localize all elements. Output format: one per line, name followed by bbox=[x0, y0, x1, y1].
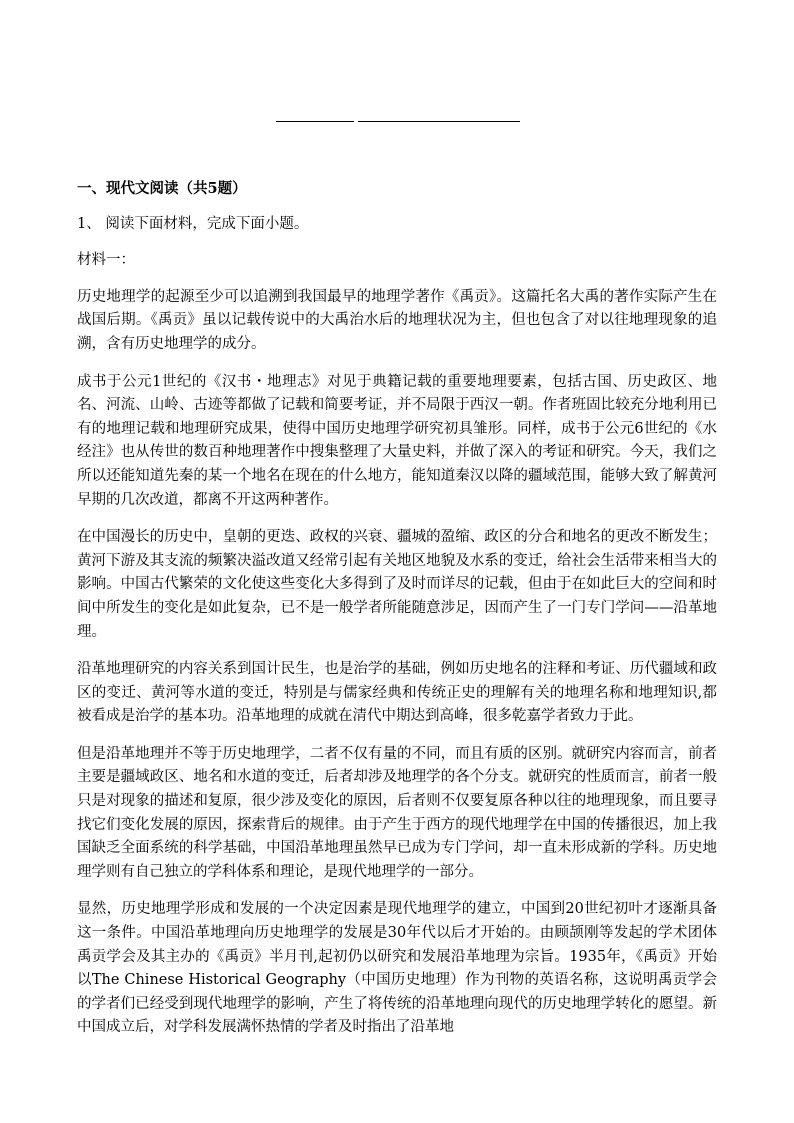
material-label: 材料一： bbox=[77, 252, 135, 269]
class-blank-line bbox=[358, 121, 520, 122]
material-paragraph: 历史地理学的起源至少可以追溯到我国最早的地理学著作《禹贡》。这篇托名大禹的著作实际产生在战国后期。《禹贡》虽以记载传说中的大禹治水后的地理状况为主，但也包含了对以往地理现象的追溯，含有历史地理学的成分。 bbox=[77, 288, 717, 352]
section-title: 一、现代文阅读（共5题） bbox=[77, 180, 247, 197]
question-stem: 1、 阅读下面材料，完成下面小题。 bbox=[77, 215, 309, 232]
material-paragraph: 成书于公元1世纪的《汉书・地理志》对见于典籍记载的重要地理要素，包括古国、历史政区、地名、河流、山岭、古迹等都做了记载和简要考证，并不局限于西汉一朝。作者班固比较充分地利用已有的地理记载和地理研究成果，使得中国历史地理学研究初具雏形。同样，成书于公元6世纪的《水经注》也从传世的数百种地理著作中搜集整理了大量史料，并做了深入的考证和研究。今天，我们之所以还能知道先秦的某一个地名在现在的什么地方，能知道秦汉以降的疆域范围，能够大致了解黄河早期的几次改道，都离不开这两种著作。 bbox=[77, 373, 717, 508]
material-paragraph: 但是沿革地理并不等于历史地理学，二者不仅有量的不同，而且有质的区别。就研究内容而言，前者主要是疆域政区、地名和水道的变迁，后者却涉及地理学的各个分支。就研究的性质而言，前者一般只是对现象的描述和复原，很少涉及变化的原因，后者则不仅要复原各种以往的地理现象，而且要寻找它们变化发展的原因，探索背后的规律。由于产生于西方的现代地理学在中国的传播很迟，加上我国缺乏全面系统的科学基础，中国沿革地理虽然早已成为专门学问，却一直未形成新的学科。历史地理学则有自己独立的学科体系和理论，是现代地理学的一部分。 bbox=[77, 745, 717, 880]
material-paragraph: 沿革地理研究的内容关系到国计民生，也是治学的基础，例如历史地名的注释和考证、历代疆域和政区的变迁、黄河等水道的变迁，特别是与儒家经典和传统正史的理解有关的地理名称和地理知识,都被看成是治学的基本功。沿革地理的成就在清代中期达到高峰，很多乾嘉学者致力于此。 bbox=[77, 661, 717, 725]
header-blank-lines bbox=[276, 121, 520, 122]
material-paragraph: 在中国漫长的历史中，皇朝的更迭、政权的兴衰、疆城的盈缩、政区的分合和地名的更改不断发生；黄河下游及其支流的频繁决溢改道又经常引起有关地区地貌及水系的变迁，给社会生活带来相当大的影响。中国古代繁荣的文化使这些变化大多得到了及时而详尽的记载，但由于在如此巨大的空间和时间中所发生的变化是如此复杂，已不是一般学者所能随意涉足，因而产生了一门专门学问——沿革地理。 bbox=[77, 529, 717, 640]
document-body bbox=[77, 177, 717, 1054]
name-blank-line bbox=[276, 121, 354, 122]
material-paragraph: 显然，历史地理学形成和发展的一个决定因素是现代地理学的建立，中国到20世纪初叶才逐渐具备这一条件。中国沿革地理向历史地理学的发展是30年代以后才开始的。由顾颉刚等发起的学术团体禹贡学会及其主办的《禹贡》半月刊,起初仍以研究和发展沿革地理为宗旨。1935年，《禹贡》开始以The Chinese Historical Geography（中国历史地理）作为刊物的英语名称，这说明禹贡学会的学者们已经受到现代地理学的影响，产生了将传统的沿革地理向现代的历史地理学转化的愿望。新中国成立后，对学科发展满怀热情的学者及时指出了沿革地 bbox=[77, 901, 717, 1036]
